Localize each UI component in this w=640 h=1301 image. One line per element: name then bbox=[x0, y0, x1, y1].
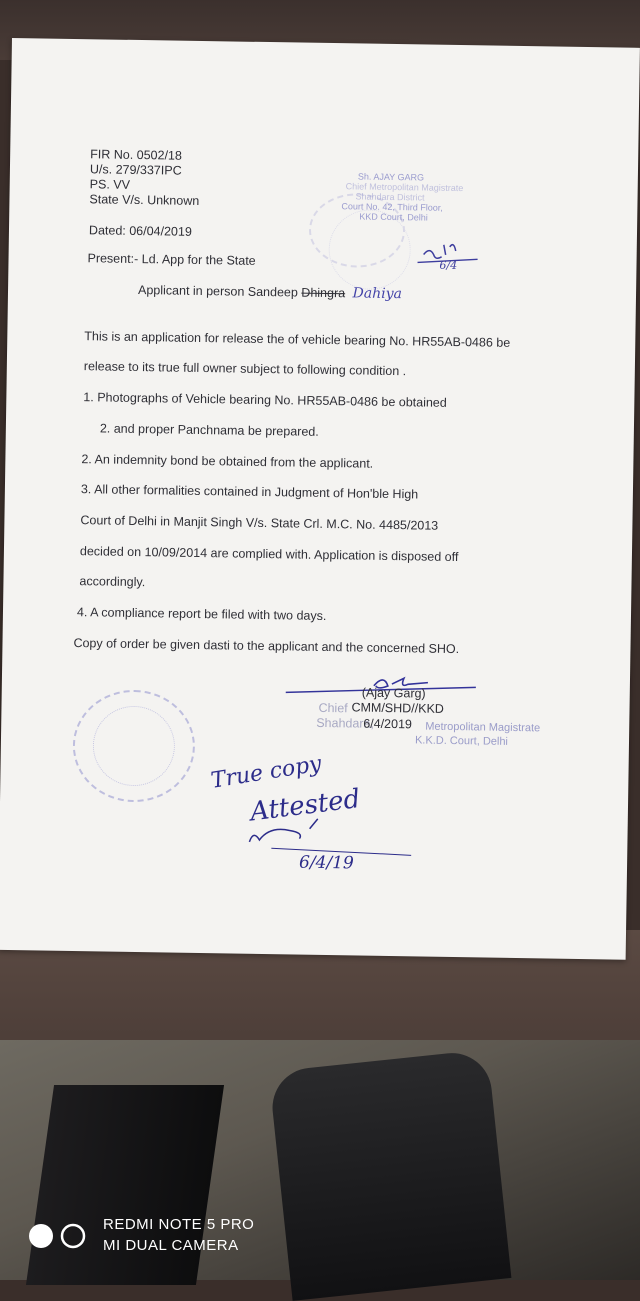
attested-handwriting: Attested bbox=[248, 783, 362, 828]
order-date: 6/4/2019 bbox=[363, 716, 413, 732]
judge-name: (Ajay Garg) bbox=[361, 685, 426, 701]
para1-line2: release to its true full owner subject to following condition . bbox=[83, 359, 407, 379]
court-order-document bbox=[0, 38, 640, 960]
police-station: PS. VV bbox=[89, 177, 131, 192]
section: U/s. 279/337IPC bbox=[89, 162, 182, 178]
applicant-struck-name: Dhingra bbox=[301, 285, 346, 301]
stamp-top-line4: Court No. 42, Third Floor, bbox=[341, 201, 443, 213]
stamp-court: K.K.D. Court, Delhi bbox=[414, 734, 509, 748]
condition-3-line4: accordingly. bbox=[79, 574, 146, 590]
initials-top-date: 6/4 bbox=[439, 258, 458, 273]
watermark-model: REDMI NOTE 5 PRO bbox=[103, 1216, 255, 1233]
attesting-signature bbox=[239, 802, 400, 855]
true-copy-handwriting: True copy bbox=[209, 751, 324, 794]
stamp-top-line5: KKD Court, Delhi bbox=[359, 211, 428, 223]
copy-instruction: Copy of order be given dasti to the applicant and the concerned SHO. bbox=[73, 636, 460, 657]
stamp-shahdara: Shahdara, bbox=[316, 715, 375, 731]
camera-watermark-logo bbox=[26, 1220, 90, 1259]
condition-4: 4. A compliance report be filed with two days. bbox=[76, 605, 327, 624]
applicant-handwritten-name: Dahiya bbox=[352, 285, 403, 303]
stamp-top-line3: Shahdara District bbox=[355, 191, 425, 203]
condition-3-line1: 3. All other formalities contained in Judgment of Hon'ble High bbox=[80, 482, 419, 502]
condition-2: 2. An indemnity bond be obtained from the applicant. bbox=[81, 452, 374, 471]
condition-3-line3: decided on 10/09/2014 are complied with. Application is disposed off bbox=[79, 544, 459, 565]
case-title: State V/s. Unknown bbox=[89, 192, 200, 208]
dated: Dated: 06/04/2019 bbox=[88, 223, 192, 239]
initials-top bbox=[413, 236, 484, 277]
shoe bbox=[269, 1049, 512, 1301]
stamp-magistrate: Metropolitan Magistrate bbox=[425, 720, 541, 735]
attested-date: 6/4/19 bbox=[298, 852, 354, 874]
para1-line1: This is an application for release the of vehicle bearing No. HR55AB-0486 be bbox=[84, 329, 511, 350]
stamp-chief: Chief bbox=[318, 700, 348, 716]
round-court-seal bbox=[72, 689, 196, 803]
condition-1: 1. Photographs of Vehicle bearing No. HR55AB-0486 be obtained bbox=[83, 390, 447, 410]
stamp-top-line2: Chief Metropolitan Magistrate bbox=[345, 181, 464, 194]
stamp-top-name: Sh. AJAY GARG bbox=[357, 171, 425, 183]
watermark-camera: MI DUAL CAMERA bbox=[103, 1237, 239, 1254]
condition-3-line2: Court of Delhi in Manjit Singh V/s. State Crl. M.C. No. 4485/2013 bbox=[80, 513, 439, 533]
condition-1b: 2. and proper Panchnama be prepared. bbox=[99, 421, 319, 439]
present-line: Present:- Ld. App for the State bbox=[87, 251, 256, 268]
judge-designation: CMM/SHD//KKD bbox=[351, 700, 445, 716]
fir-number: FIR No. 0502/18 bbox=[90, 147, 183, 163]
applicant-text: Applicant in person Sandeep bbox=[137, 283, 302, 300]
